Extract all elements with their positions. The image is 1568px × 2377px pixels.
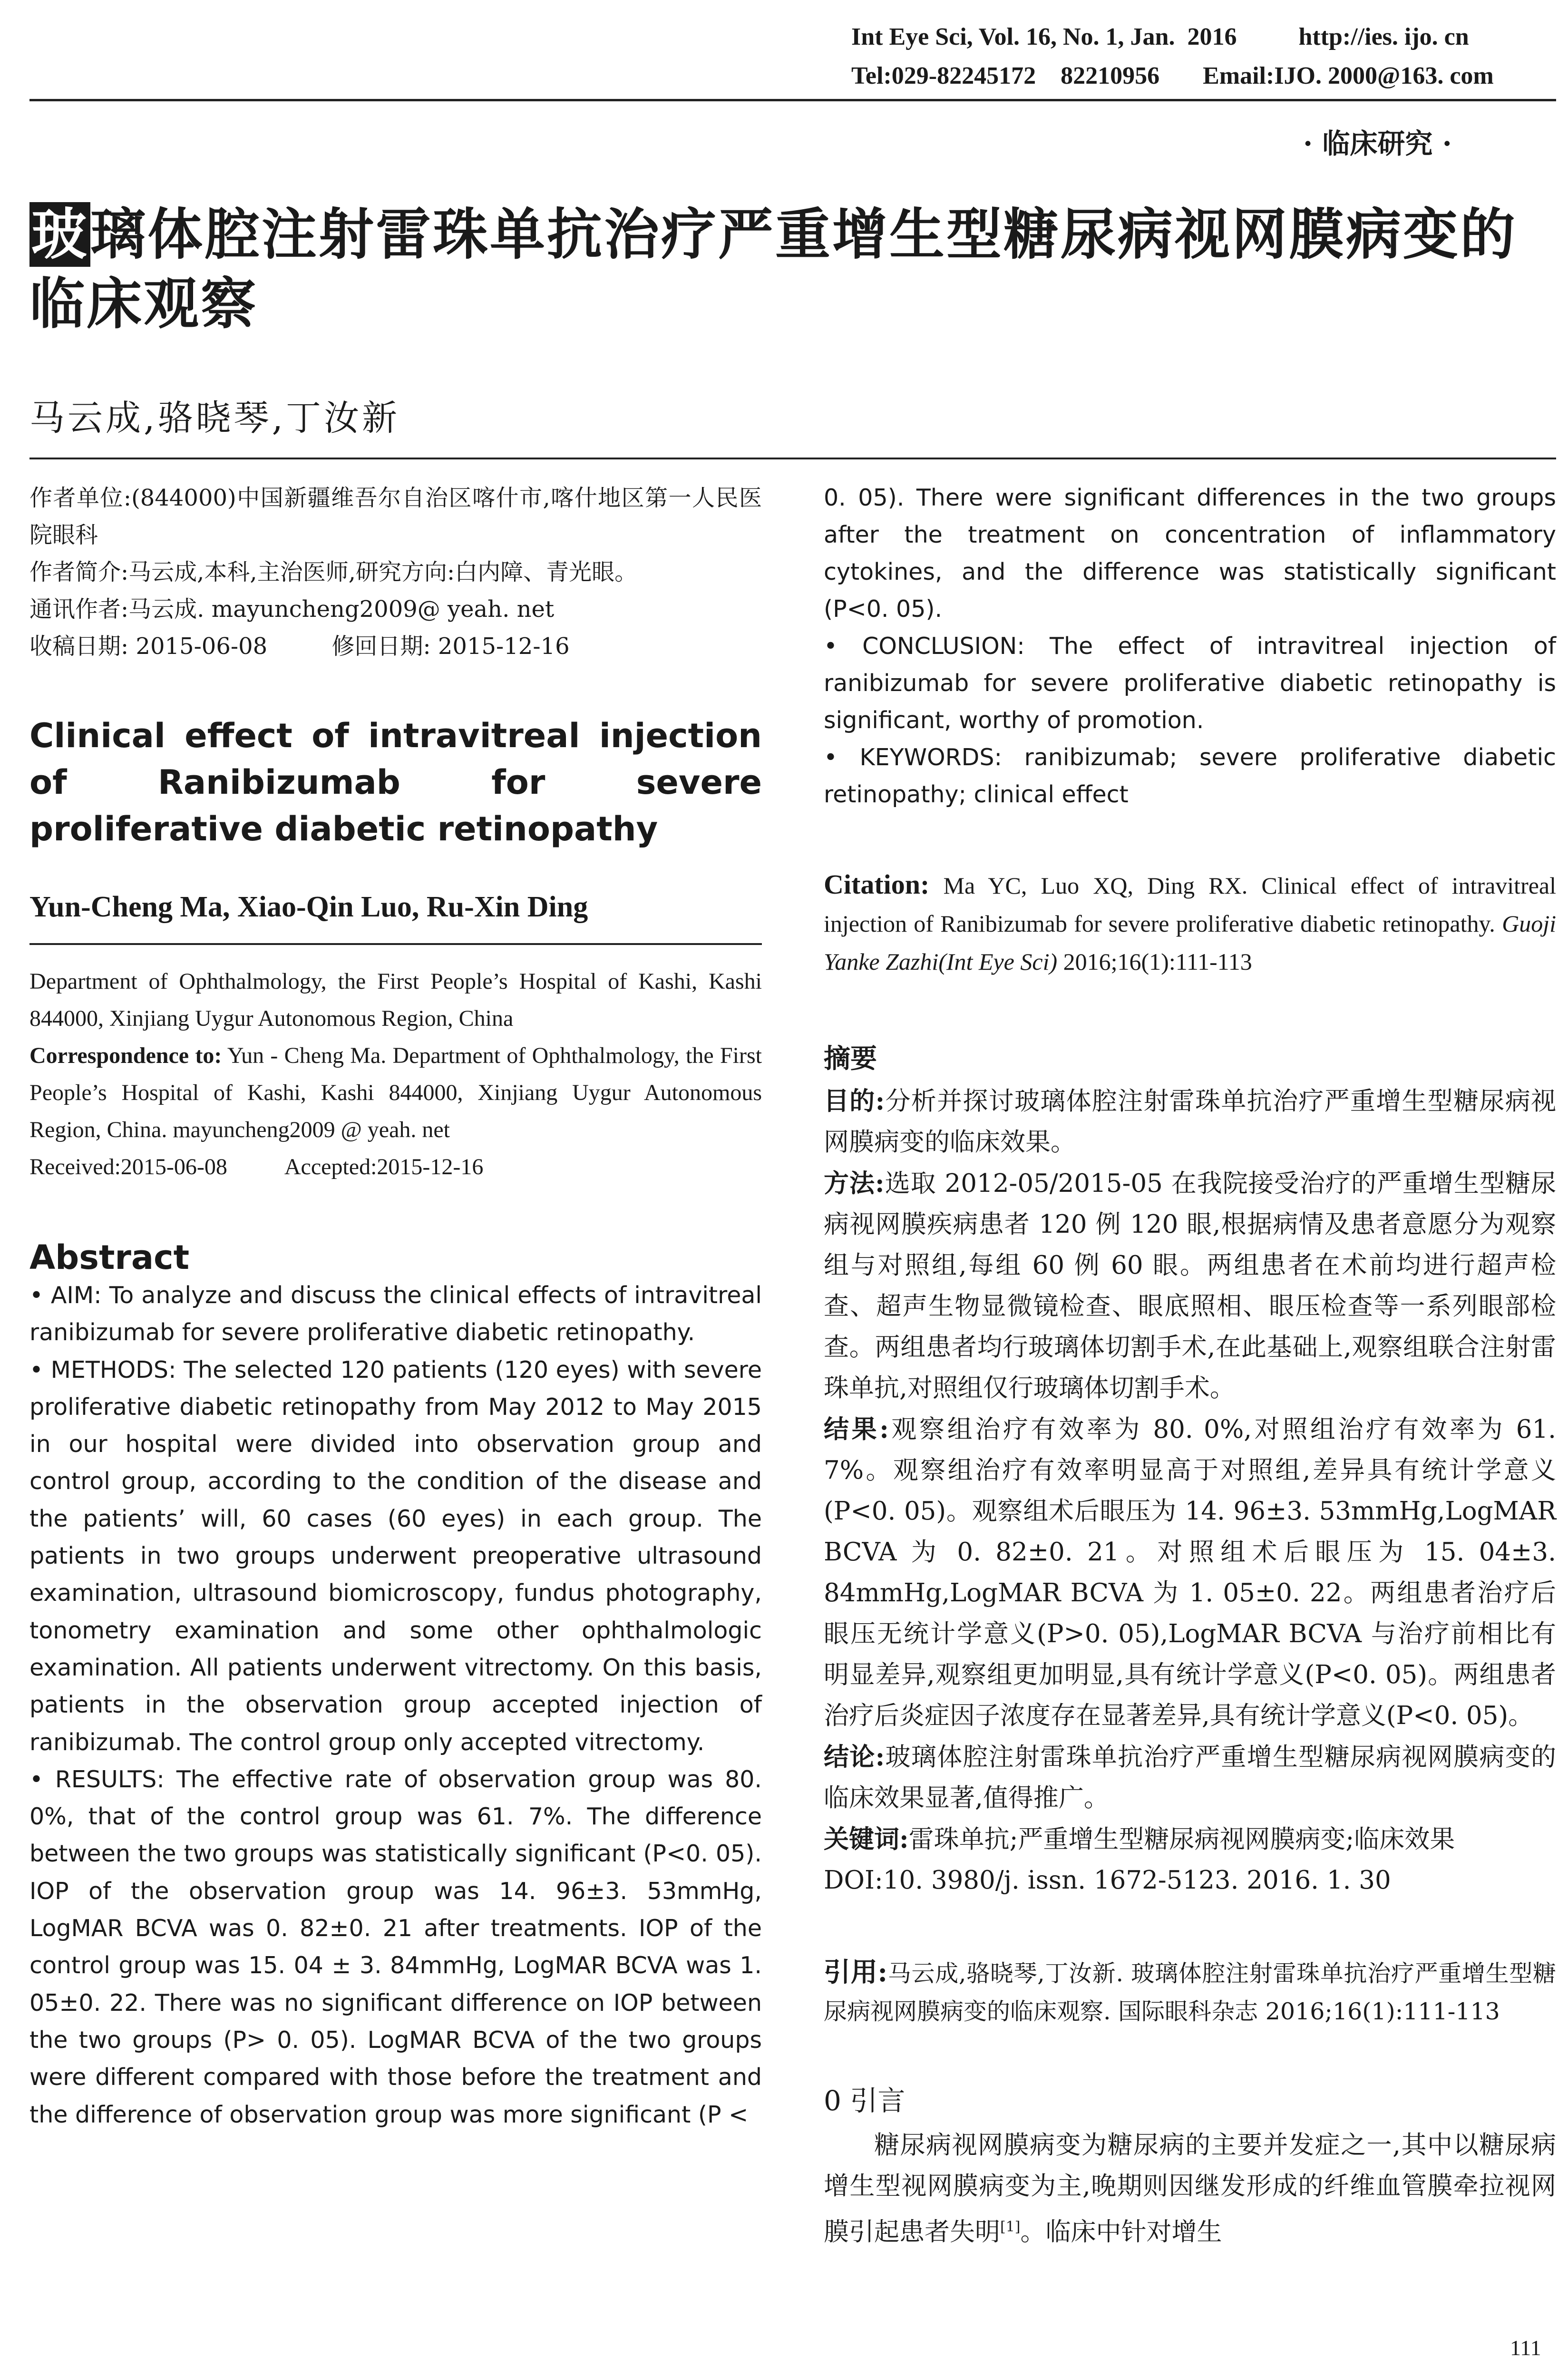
intro-ref: [1]	[1000, 2219, 1021, 2235]
citation-text: Ma YC, Luo XQ, Ding RX. Clinical effect of intravitreal injection of Ranibizumab for severe proliferative diabetic retinopathy.	[824, 872, 1556, 937]
received-date-en: Received:2015-06-08	[29, 1154, 227, 1179]
revised-date-cn: 修回日期: 2015-12-16	[331, 633, 570, 660]
abstract-continued	[824, 479, 1556, 813]
authors-cn: 马云成,骆晓琴,丁汝新	[29, 398, 400, 438]
journal-header-line1: Int Eye Sci, Vol. 16, No. 1, Jan. 2016 http://ies. ijo. cn	[851, 23, 1469, 50]
header-rule	[29, 99, 1556, 101]
left-column	[29, 479, 762, 2133]
citation-label: Citation:	[824, 869, 930, 900]
correspondence-label: Correspondence to:	[29, 1043, 222, 1068]
author-bio: 作者简介:马云成,本科,主治医师,研究方向:白内障、青光眼。	[29, 559, 638, 585]
correspondence-text: Yun - Cheng Ma. Department of Ophthalmology, the First People’s Hospital of Kashi, Kashi 844000, Xinjiang Uygur Autonomous Region, China. mayuncheng2009 @ yeah. net	[29, 1043, 762, 1142]
intro-text-2: 。临床中针对增生	[1020, 2217, 1222, 2247]
zhaiyao-body	[824, 1081, 1556, 1901]
citation-cn-text: 马云成,骆晓琴,丁汝新. 玻璃体腔注射雷珠单抗治疗严重增生型糖尿病视网膜病变的临床观察. 国际眼科杂志 2016;16(1):111-113	[824, 1960, 1557, 2025]
zhaiyao-methods: 选取 2012-05/2015-05 在我院接受治疗的严重增生型糖尿病视网膜疾病患者 120 例 120 眼,根据病情及患者意愿分为观察组与对照组,每组 60 例 60 眼。两组患者在术前均进行超声检查、超声生物显微镜检查、眼底照相、眼压检查等一系列眼部检查。两组患者均行玻璃体切割手术,在此基础上,观察组联合注射雷珠单抗,对照组仅行玻璃体切割手术。	[824, 1169, 1556, 1403]
corresponding-author: 通讯作者:马云成. mayuncheng2009@ yeah. net	[29, 596, 555, 623]
zhaiyao-methods-label: 方法:	[824, 1169, 885, 1198]
zhaiyao-keywords-label: 关键词:	[824, 1824, 909, 1854]
affiliation-en	[29, 963, 762, 1186]
authors-en: Yun-Cheng Ma, Xiao-Qin Luo, Ru-Xin Ding	[29, 891, 588, 923]
accepted-date-en: Accepted:2015-12-16	[284, 1154, 484, 1179]
intro-body	[824, 2125, 1556, 2253]
abstract-body	[29, 1277, 762, 2133]
page-number: 111	[1510, 2336, 1541, 2360]
journal-header-line2: Tel:029-82245172 82210956 Email:IJO. 2000@163. com	[851, 62, 1494, 89]
author-info-cn	[29, 479, 762, 665]
zhaiyao-conclusion: 玻璃体腔注射雷珠单抗治疗严重增生型糖尿病视网膜病变的临床效果显著,值得推广。	[824, 1743, 1556, 1812]
abstract-heading: Abstract	[29, 1238, 190, 1277]
title-rule	[29, 458, 1556, 459]
received-date-cn: 收稿日期: 2015-06-08	[29, 633, 268, 660]
authors-rule	[29, 943, 762, 945]
dates-en	[29, 1149, 762, 1186]
section-tag: · 临床研究 ·	[1303, 127, 1452, 160]
zhaiyao-doi: DOI:10. 3980/j. issn. 1672-5123. 2016. 1. 30	[824, 1866, 1391, 1895]
abstract-conclusion: • CONCLUSION: The effect of intravitreal injection of ranibizumab for severe proliferative diabetic retinopathy is significant, worthy of promotion.	[824, 633, 1556, 734]
title-cn	[29, 200, 1556, 339]
intro-text: 糖尿病视网膜病变为糖尿病的主要并发症之一,其中以糖尿病增生型视网膜病变为主,晚期则因继发形成的纤维血管膜牵拉视网膜引起患者失明	[824, 2131, 1556, 2247]
zhaiyao-aim-label: 目的:	[824, 1086, 885, 1116]
abstract-methods: • METHODS: The selected 120 patients (120 eyes) with severe proliferative diabetic retinopathy from May 2012 to May 2015 in our hospital were divided into observation group and control group, according to the condition of the disease and the patients’ will, 60 cases (60 eyes) in each group. The patients in two groups underwent preoperative ultrasound examination, ultrasound biomicroscopy, fundus photography, tonometry examination and some other ophthalmologic examination. All patients underwent vitrectomy. On this basis, patients in the observation group accepted injection of ranibizumab. The control group only accepted vitrectomy.	[29, 1356, 762, 1756]
abstract-keywords: • KEYWORDS: ranibizumab; severe proliferative diabetic retinopathy; clinical effect	[824, 744, 1556, 808]
title-cn-first-char: 玻	[29, 202, 90, 267]
abstract-results: • RESULTS: The effective rate of observation group was 80. 0%, that of the control group was 61. 7%. The difference between the two groups was statistically significant (P<0. 05). IOP of the observation group was 14. 96±3. 53mmHg, LogMAR BCVA was 0. 82±0. 21 after treatments. IOP of the control group was 15. 04 ± 3. 84mmHg, LogMAR BCVA was 1. 05±0. 22. There was no significant difference on IOP between the two groups (P> 0. 05). LogMAR BCVA of the two groups were different compared with those before the treatment and the difference of observation group was more significant (P <	[29, 1765, 762, 2128]
zhaiyao-results: 观察组治疗有效率为 80. 0%,对照组治疗有效率为 61. 7%。观察组治疗有效率明显高于对照组,差异具有统计学意义(P<0. 05)。观察组术后眼压为 14. 96±3. 53mmHg,LogMAR BCVA 为 0. 82±0. 21。对照组术后眼压为 15. 04±3. 84mmHg,LogMAR BCVA 为 1. 05±0. 22。两组患者治疗后眼压无统计学意义(P>0. 05),LogMAR BCVA 与治疗前相比有明显差异,观察组更加明显,具有统计学意义(P<0. 05)。两组患者治疗后炎症因子浓度存在显著差异,具有统计学意义(P<0. 05)。	[824, 1415, 1556, 1730]
citation-en	[824, 866, 1556, 981]
title-en: Clinical effect of intravitreal injection of Ranibizumab for severe proliferative diabetic retinopathy	[29, 716, 762, 848]
dates-cn	[29, 628, 762, 665]
title-cn-rest: 璃体腔注射雷珠单抗治疗严重增生型糖尿病视网膜病变的临床观察	[29, 202, 1517, 336]
zhaiyao-keywords: 雷珠单抗;严重增生型糖尿病视网膜病变;临床效果	[908, 1825, 1455, 1854]
abstract-aim: • AIM: To analyze and discuss the clinical effects of intravitreal ranibizumab for severe proliferative diabetic retinopathy.	[29, 1282, 762, 1346]
department: Department of Ophthalmology, the First People’s Hospital of Kashi, Kashi 844000, Xinjiang Uygur Autonomous Region, China	[29, 969, 762, 1031]
citation-ref: 2016;16(1):111-113	[1063, 948, 1252, 975]
zhaiyao-results-label: 结果:	[824, 1414, 889, 1444]
author-unit: 作者单位:(844000)中国新疆维吾尔自治区喀什市,喀什地区第一人民医院眼科	[29, 485, 762, 548]
abstract-results-cont: 0. 05). There were significant differences in the two groups after the treatment on concentration of inflammatory cytokines, and the difference was statistically significant (P<0. 05).	[824, 484, 1556, 623]
right-column	[824, 479, 1556, 2253]
citation-cn-label: 引用:	[824, 1957, 888, 1988]
citation-cn	[824, 1953, 1556, 2031]
zhaiyao-aim: 分析并探讨玻璃体腔注射雷珠单抗治疗严重增生型糖尿病视网膜病变的临床效果。	[824, 1087, 1556, 1157]
intro-heading: 0 引言	[824, 2085, 906, 2117]
citation-journal: Guoji Yanke Zazhi(Int Eye Sci)	[824, 910, 1557, 975]
zhaiyao-heading: 摘要	[824, 1043, 877, 1074]
zhaiyao-conclusion-label: 结论:	[824, 1742, 885, 1772]
